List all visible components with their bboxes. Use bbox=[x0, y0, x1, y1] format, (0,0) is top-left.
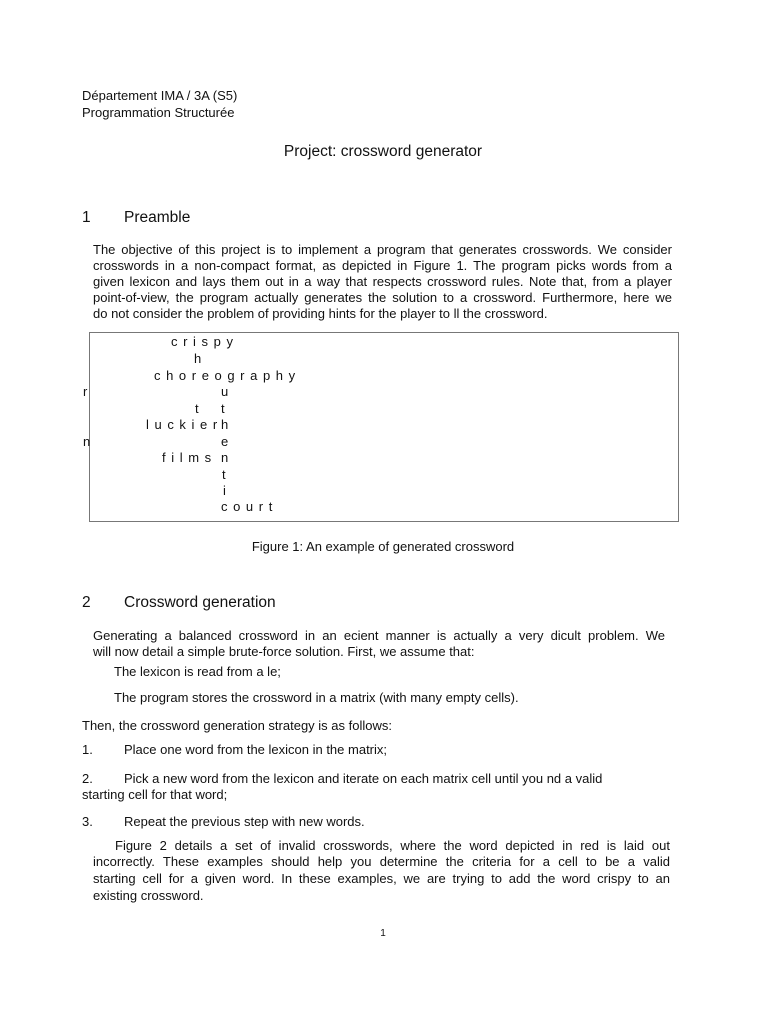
paragraph-line: The objective of this project is to implement a program that generates crosswords. We consider bbox=[93, 242, 672, 257]
department-line: Département IMA / 3A (S5) bbox=[82, 88, 238, 103]
paragraph-line: incorrectly. These examples should help you determine the criteria for a cell to be a valid bbox=[93, 854, 670, 869]
assumption-item: The lexicon is read from a le; bbox=[114, 664, 281, 679]
crossword-row: i bbox=[223, 483, 232, 498]
step-number: 3. bbox=[82, 814, 93, 829]
crossword-row: t bbox=[222, 467, 232, 482]
crossword-row: h bbox=[194, 351, 207, 366]
page-number: 1 bbox=[380, 928, 386, 939]
paragraph-line: Figure 2 details a set of invalid crosswords, where the word depicted in red is laid out bbox=[115, 838, 670, 853]
crossword-row: luckier bbox=[146, 417, 223, 432]
crossword-row: choreography bbox=[154, 368, 301, 383]
paragraph-line: will now detail a simple brute-force solution. First, we assume that: bbox=[93, 644, 475, 659]
crossword-row: e bbox=[221, 434, 234, 449]
step-text: Pick a new word from the lexicon and iterate on each matrix cell until you nd a valid bbox=[124, 771, 603, 786]
crossword-row: films bbox=[162, 450, 217, 465]
step-text: Repeat the previous step with new words. bbox=[124, 814, 365, 829]
step-number: 2. bbox=[82, 771, 93, 786]
paragraph-line: Generating a balanced crossword in an ecient manner is actually a very dicult problem. We bbox=[93, 628, 665, 643]
paragraph-line: Then, the crossword generation strategy is as follows: bbox=[82, 718, 392, 733]
step-text-continued: starting cell for that word; bbox=[82, 787, 228, 802]
stray-letter: r bbox=[83, 384, 93, 399]
paragraph-line: given lexicon and lays them out in a way that respects crossword rules. Note that, from a player bbox=[93, 274, 672, 289]
section2-heading: Crossword generation bbox=[124, 594, 276, 611]
course-line: Programmation Structurée bbox=[82, 105, 235, 120]
crossword-row: u bbox=[221, 384, 234, 399]
crossword-row: t bbox=[195, 401, 205, 416]
section1-number: 1 bbox=[82, 209, 91, 226]
step-text: Place one word from the lexicon in the matrix; bbox=[124, 742, 388, 757]
page-title: Project: crossword generator bbox=[283, 143, 483, 160]
crossword-row: t bbox=[221, 401, 231, 416]
paragraph-line: starting cell for a given word. In these examples, we are trying to add the word crispy to an bbox=[93, 871, 670, 886]
paragraph-line: existing crossword. bbox=[93, 888, 204, 903]
figure-caption: Figure 1: An example of generated crossword bbox=[251, 539, 515, 554]
crossword-row: court bbox=[221, 499, 278, 514]
crossword-row: crispy bbox=[171, 334, 239, 349]
assumption-item: The program stores the crossword in a matrix (with many empty cells). bbox=[114, 690, 519, 705]
paragraph-line: do not consider the problem of providing hints for the player to ll the crossword. bbox=[93, 306, 548, 321]
crossword-row: h bbox=[221, 417, 234, 432]
crossword-row: n bbox=[221, 450, 234, 465]
section1-heading: Preamble bbox=[124, 209, 191, 226]
step-number: 1. bbox=[82, 742, 93, 757]
stray-letter: n bbox=[83, 434, 96, 449]
paragraph-line: crosswords in a non-compact format, as depicted in Figure 1. The program picks words from a bbox=[93, 258, 672, 273]
section2-number: 2 bbox=[82, 594, 91, 611]
paragraph-line: point-of-view, the program actually generates the solution to a crossword. Furthermore, here we bbox=[93, 290, 672, 305]
